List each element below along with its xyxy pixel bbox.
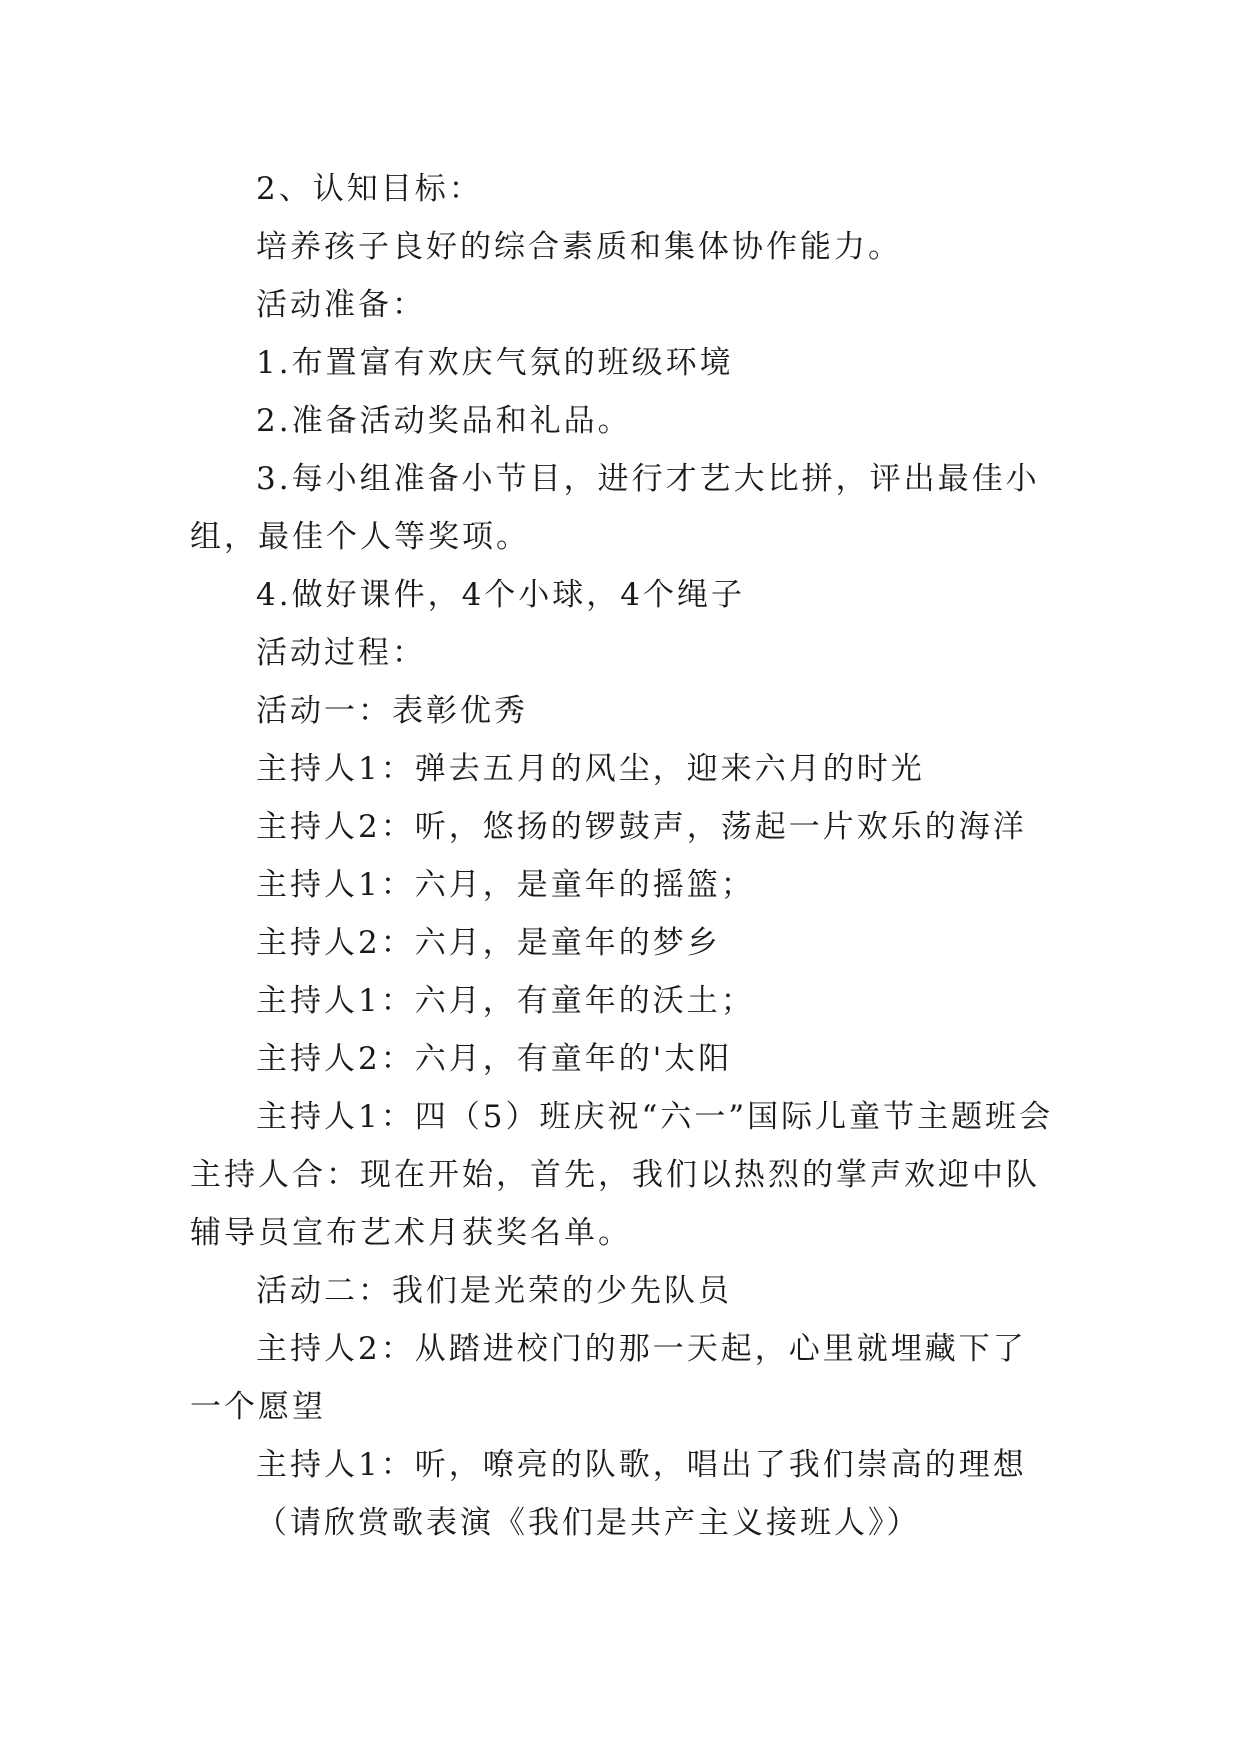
- paragraph: 2.准备活动奖品和礼品。: [256, 403, 632, 439]
- paragraph: 主持人2：从踏进校门的那一天起，心里就埋藏下了一个愿望: [190, 1331, 1027, 1425]
- document-body: [190, 160, 1055, 1552]
- paragraph: （请欣赏歌表演《我们是共产主义接班人》）: [256, 1505, 921, 1541]
- paragraph: 主持人2：六月，是童年的梦乡: [256, 925, 721, 961]
- paragraph: 3.每小组准备小节目，进行才艺大比拼，评出最佳小组，最佳个人等奖项。: [190, 461, 1040, 555]
- paragraph: 4.做好课件，4个小球，4个绳子: [256, 577, 746, 613]
- paragraph: 活动过程：: [256, 635, 426, 671]
- paragraph: 活动一：表彰优秀: [256, 693, 528, 729]
- paragraph: 活动二：我们是光荣的少先队员: [256, 1273, 732, 1309]
- paragraph: 主持人1：弹去五月的风尘，迎来六月的时光: [256, 751, 925, 787]
- paragraph: 培养孩子良好的综合素质和集体协作能力。: [256, 229, 902, 265]
- paragraph: 主持人2：听，悠扬的锣鼓声，荡起一片欢乐的海洋: [256, 809, 1027, 845]
- paragraph: 主持人1：听，嘹亮的队歌，唱出了我们崇高的理想: [256, 1447, 1027, 1483]
- paragraph: 活动准备：: [256, 287, 426, 323]
- paragraph: 主持人1：六月，有童年的沃土；: [256, 983, 755, 1019]
- paragraph: 主持人1：四（5）班庆祝“六一”国际儿童节主题班会主持人合：现在开始，首先，我们以热烈的掌声欢迎中队辅导员宣布艺术月获奖名单。: [190, 1099, 1054, 1251]
- paragraph: 主持人1：六月，是童年的摇篮；: [256, 867, 755, 903]
- paragraph: 主持人2：六月，有童年的'太阳: [256, 1041, 733, 1077]
- paragraph: 1.布置富有欢庆气氛的班级环境: [256, 345, 734, 381]
- paragraph: 2、认知目标：: [256, 171, 483, 207]
